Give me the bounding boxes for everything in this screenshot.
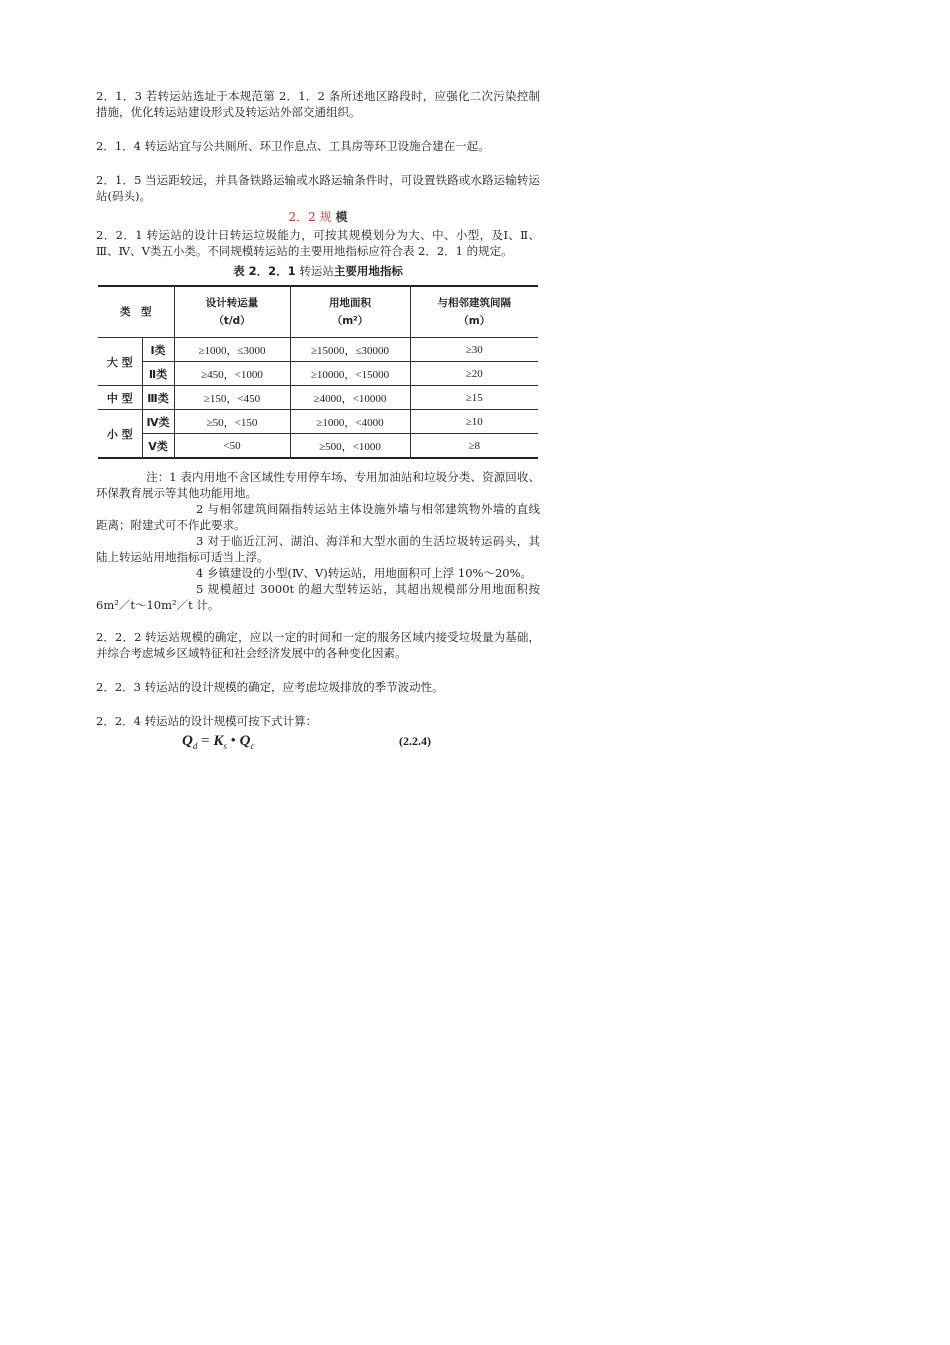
table-notes (96, 469, 540, 613)
clause-2-1-3: 2．1．3 若转运站选址于本规范第 2．1．2 条所述地区路段时，应强化二次污染控制措施，优化转运站建设形式及转运站外部交通组织。 (96, 89, 540, 119)
table-row (98, 362, 538, 386)
clause-2-2-1: 2．2．1 转运站的设计日转运垃圾能力，可按其规模划分为大、中、小型，及Ⅰ、Ⅱ、Ⅲ、Ⅳ、Ⅴ类五小类。不同规模转运站的主要用地指标应符合表 2．2．1 的规定。 (96, 228, 540, 258)
clause-2-2-3: 2．2．3 转运站的设计规模的确定，应考虑垃圾排放的季节波动性。 (96, 680, 444, 694)
cell-area: ≥10000，<15000 (290, 362, 410, 386)
table-row (98, 410, 538, 434)
cell-area: ≥500，<1000 (290, 434, 410, 459)
group-small: 小 型 (98, 410, 142, 459)
row-subtype: Ⅲ类 (142, 386, 174, 410)
note-3: 3 对于临近江河、湖泊、海洋和大型水面的生活垃圾转运码头，其陆上转运站用地指标可适当上浮。 (96, 534, 540, 564)
table-number: 表 2．2．1 (233, 264, 296, 278)
note-2: 2 与相邻建筑间隔指转运站主体设施外墙与相邻建筑物外墙的直线距离；附建式可不作此要求。 (96, 502, 540, 532)
cell-capacity: ≥1000，≤3000 (174, 338, 290, 362)
cell-capacity: ≥150，<450 (174, 386, 290, 410)
cell-area: ≥15000，≤30000 (290, 338, 410, 362)
cell-spacing: ≥10 (410, 410, 538, 434)
row-subtype: Ⅳ类 (142, 410, 174, 434)
cell-spacing: ≥20 (410, 362, 538, 386)
clause-2-1-4: 2．1．4 转运站宜与公共厕所、环卫作息点、工具房等环卫设施合建在一起。 (96, 139, 490, 153)
table-title: 主要用地指标 (333, 264, 403, 278)
section-heading-2-2 (96, 208, 540, 225)
row-subtype: Ⅴ类 (142, 434, 174, 459)
row-subtype: Ⅰ类 (142, 338, 174, 362)
section-number: 2．2 规 (288, 210, 332, 224)
note-1: 注：1 表内用地不含区域性专用停车场、专用加油站和垃圾分类、资源回收、环保教育展示等其他功能用地。 (96, 470, 540, 500)
formula-2-2-4 (96, 731, 540, 755)
cell-capacity: <50 (174, 434, 290, 459)
note-4: 4 乡镇建设的小型(Ⅳ、Ⅴ)转运站，用地面积可上浮 10%～20%。 (196, 566, 533, 580)
header-area: 用地面积 （m²） (290, 286, 410, 338)
table-caption-prefix: 转运站 (295, 264, 334, 278)
note-5: 5 规模超过 3000t 的超大型转运站，其超出规模部分用地面积按 6m²／t～10m²／t 计。 (96, 582, 540, 612)
cell-area: ≥4000，<10000 (290, 386, 410, 410)
row-subtype: Ⅱ类 (142, 362, 174, 386)
header-type: 类 型 (98, 286, 174, 338)
land-use-table (98, 285, 538, 459)
cell-capacity: ≥450，<1000 (174, 362, 290, 386)
table-header-row (98, 286, 538, 338)
formula-expression: $Q_d = K_s$ • $Q_c$ (182, 733, 255, 751)
cell-spacing: ≥15 (410, 386, 538, 410)
document-page (96, 88, 540, 755)
table-caption (96, 263, 540, 279)
formula-number: (2.2.4) (399, 734, 431, 748)
cell-area: ≥1000，<4000 (290, 410, 410, 434)
group-large: 大 型 (98, 338, 142, 386)
cell-spacing: ≥8 (410, 434, 538, 459)
header-spacing: 与相邻建筑间隔 （m） (410, 286, 538, 338)
cell-spacing: ≥30 (410, 338, 538, 362)
clause-2-2-4: 2．2．4 转运站的设计规模可按下式计算： (96, 714, 318, 728)
cell-capacity: ≥50，<150 (174, 410, 290, 434)
table-row (98, 434, 538, 459)
header-capacity: 设计转运量 （t/d） (174, 286, 290, 338)
group-medium: 中 型 (98, 386, 142, 410)
clause-2-2-2: 2．2．2 转运站规模的确定，应以一定的时间和一定的服务区域内接受垃圾量为基础，并综合考虑城乡区域特征和社会经济发展中的各种变化因素。 (96, 630, 540, 660)
table-row (98, 338, 538, 362)
table-row (98, 386, 538, 410)
clause-2-1-5: 2．1．5 当运距较远，并具备铁路运输或水路运输条件时，可设置铁路或水路运输转运站(码头)。 (96, 173, 540, 203)
section-title: 模 (335, 210, 348, 224)
